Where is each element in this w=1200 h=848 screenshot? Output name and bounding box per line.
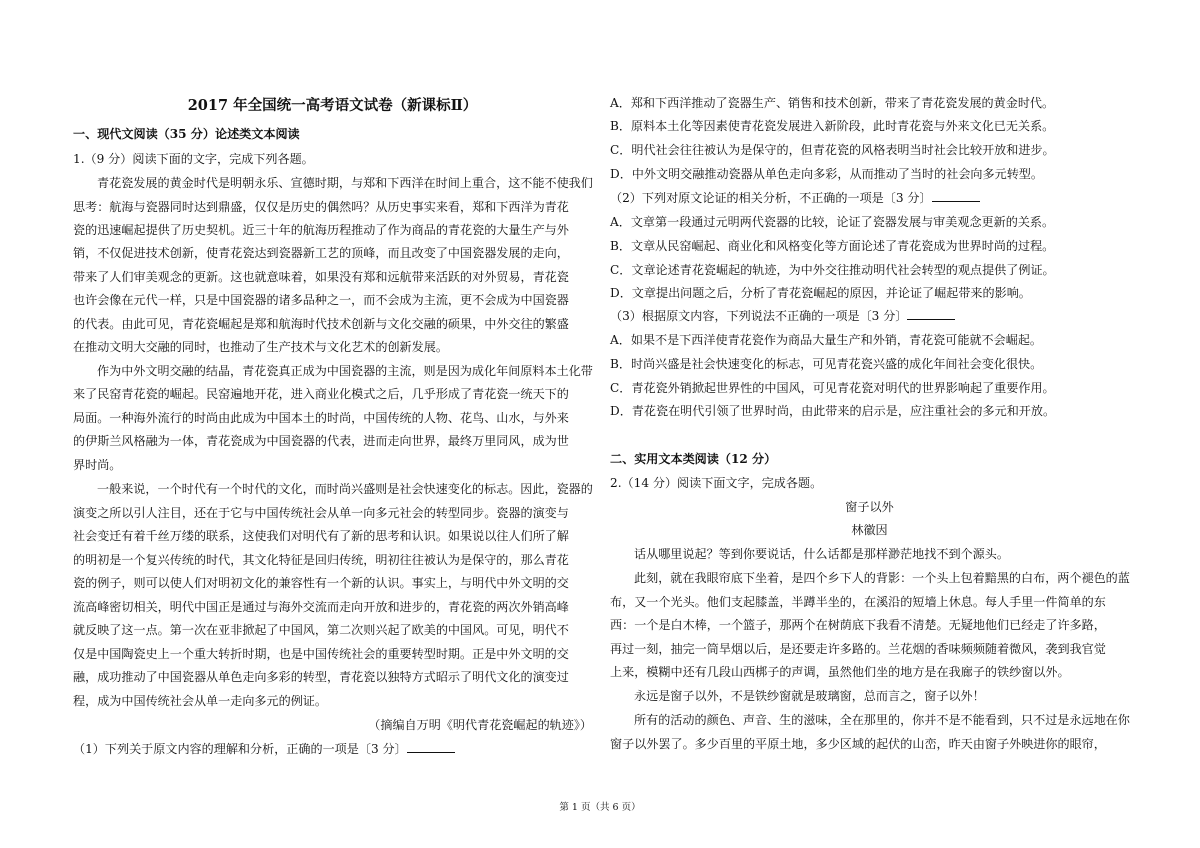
section1-heading: 一、现代文阅读（35 分）论述类文本阅读 (73, 127, 300, 141)
passage-source: （摘编自万明《明代青花瓷崛起的轨迹》） (368, 718, 592, 732)
question-1-1 (73, 741, 455, 757)
essay-line: 西：一个是白木棒，一个篮子，那两个在树荫底下我看不清楚。无疑地他们已经走了许多路， (610, 618, 1106, 632)
option-1-2-d: D．文章提出问题之后，分析了青花瓷崛起的原因，并论证了崛起带来的影响。 (610, 286, 1031, 300)
passage-line: 的伊斯兰风格融为一体，青花瓷成为中国瓷器的代表，进而走向世界，最终万里同风，成为世 (73, 434, 569, 448)
passage-line: 作为中外文明交融的结晶，青花瓷真正成为中国瓷器的主流，则是因为成化年间原料本土化带 (97, 364, 593, 378)
essay-line: 上来，模糊中还有几段山西梆子的声调，虽然他们坐的地方是在我廊子的铁纱窗以外。 (610, 665, 1070, 679)
essay-line: 窗子以外罢了。多少百里的平原土地，多少区域的起伏的山峦，昨天由窗子外映进你的眼帘， (610, 737, 1106, 751)
passage-line: 社会变迁有着千丝万缕的联系，这使我们对明代有了新的思考和认识。如果说以往人们所了解 (73, 529, 569, 543)
passage-line: 在推动文明大交融的同时，也推动了生产技术与文化艺术的创新发展。 (73, 340, 448, 354)
passage-line: 销，不仅促进技术创新，使青花瓷达到瓷器新工艺的顶峰，而且改变了中国瓷器发展的走向， (73, 246, 569, 260)
option-1-3-c: C．青花瓷外销掀起世界性的中国风，可见青花瓷对明代的世界影响起了重要作用。 (610, 381, 1055, 395)
essay-line: 所有的活动的颜色、声音、生的滋味，全在那里的，你并不是不能看到，只不过是永远地在你 (634, 713, 1130, 727)
option-1-1-c: C．明代社会往往被认为是保守的，但青花瓷的风格表明当时社会比较开放和进步。 (610, 143, 1055, 157)
page-footer: 第 1 页（共 6 页） (559, 802, 641, 813)
question-1-2-text: （2）下列对原文论证的相关分析，不正确的一项是〔3 分〕 (610, 191, 932, 205)
option-1-2-a: A．文章第一段通过元明两代瓷器的比较，论证了瓷器发展与审美观念更新的关系。 (610, 215, 1055, 229)
passage-line: 局面。一种海外流行的时尚由此成为中国本土的时尚，中国传统的人物、花鸟、山水，与外来 (73, 411, 569, 425)
passage-line: 就反映了这一点。第一次在亚非掀起了中国风，第二次则兴起了欧美的中国风。可见，明代不 (73, 623, 569, 637)
passage-line: 瓷的迅速崛起提供了历史契机。近三十年的航海历程推动了作为商品的青花瓷的大量生产与外 (73, 223, 569, 237)
passage-line: 界时尚。 (73, 458, 122, 472)
answer-blank[interactable] (932, 191, 980, 202)
passage-line: 青花瓷发展的黄金时代是明朝永乐、宣德时期，与郑和下西洋在时间上重合，这不能不使我们 (97, 176, 593, 190)
answer-blank[interactable] (907, 309, 955, 320)
essay-line: 话从哪里说起？等到你要说话，什么话都是那样渺茫地找不到个源头。 (634, 547, 1009, 561)
question-1-2 (610, 190, 980, 206)
essay-line: 再过一刻，抽完一筒旱烟以后，是还要走许多路的。兰花烟的香味频频随着微风，袭到我官觉 (610, 642, 1106, 656)
essay-line: 此刻，就在我眼帘底下坐着，是四个乡下人的背影：一个头上包着黯黑的白布，两个褪色的蓝 (634, 571, 1130, 585)
question-1-3-text: （3）根据原文内容，下列说法不正确的一项是〔3 分〕 (610, 309, 908, 323)
option-1-2-b: B．文章从民窑崛起、商业化和风格变化等方面论述了青花瓷成为世界时尚的过程。 (610, 239, 1055, 253)
essay-line: 布，又一个光头。他们支起膝盖，半蹲半坐的，在溪沿的短墙上休息。每人手里一件简单的东 (610, 595, 1106, 609)
option-1-2-c: C．文章论述青花瓷崛起的轨迹，为中外交往推动明代社会转型的观点提供了例证。 (610, 263, 1055, 277)
option-1-3-d: D．青花瓷在明代引领了世界时尚，由此带来的启示是，应注重社会的多元和开放。 (610, 404, 1056, 418)
question-1-1-text: （1）下列关于原文内容的理解和分析，正确的一项是〔3 分〕 (73, 742, 407, 756)
passage-line: 思考：航海与瓷器同时达到鼎盛，仅仅是历史的偶然吗？从历史事实来看，郑和下西洋为青花 (73, 200, 569, 214)
passage-line: 的明初是一个复兴传统的时代，其文化特征是回归传统，明初往往被认为是保守的，那么青花 (73, 553, 569, 567)
option-1-1-d: D．中外文明交融推动瓷器从单色走向多彩，从而推动了当时的社会向多元转型。 (610, 167, 1043, 181)
essay-title: 窗子以外 (845, 500, 894, 514)
q2-intro: 2.（14 分）阅读下面文字，完成各题。 (610, 476, 823, 490)
passage-line: 演变之所以引人注目，还在于它与中国传统社会从单一向多元社会的转型同步。瓷器的演变与 (73, 506, 569, 520)
q1-intro: 1.（9 分）阅读下面的文字，完成下列各题。 (73, 152, 314, 166)
option-1-1-a: A．郑和下西洋推动了瓷器生产、销售和技术创新，带来了青花瓷发展的黄金时代。 (610, 96, 1055, 110)
option-1-3-b: B．时尚兴盛是社会快速变化的标志，可见青花瓷兴盛的成化年间社会变化很快。 (610, 357, 1043, 371)
passage-line: 的代表。由此可见，青花瓷崛起是郑和航海时代技术创新与文化交融的硕果，中外交往的繁盛 (73, 317, 569, 331)
page-title: 2017 年全国统一高考语文试卷（新课标Ⅱ） (187, 97, 478, 114)
answer-blank[interactable] (407, 742, 455, 753)
question-1-3 (610, 308, 955, 324)
option-1-3-a: A．如果不是下西洋使青花瓷作为商品大量生产和外销，青花瓷可能就不会崛起。 (610, 333, 1043, 347)
passage-line: 一般来说，一个时代有一个时代的文化，而时尚兴盛则是社会快速变化的标志。因此，瓷器的 (97, 482, 593, 496)
essay-line: 永远是窗子以外，不是铁纱窗就是玻璃窗，总而言之，窗子以外！ (634, 689, 985, 703)
section2-heading: 二、实用文本类阅读（12 分） (610, 452, 777, 466)
option-1-1-b: B．原料本土化等因素使青花瓷发展进入新阶段，此时青花瓷与外来文化已无关系。 (610, 119, 1055, 133)
essay-author: 林徽因 (851, 523, 888, 537)
passage-line: 也许会像在元代一样，只是中国瓷器的诸多品种之一，而不会成为主流，更不会成为中国瓷器 (73, 293, 569, 307)
passage-line: 融，成功推动了中国瓷器从单色走向多彩的转型，青花瓷以独特方式昭示了明代文化的演变过 (73, 670, 569, 684)
passage-line: 流高峰密切相关，明代中国正是通过与海外交流而走向开放和进步的，青花瓷的两次外销高峰 (73, 600, 569, 614)
passage-line: 带来了人们审美观念的更新。这也就意味着，如果没有郑和远航带来活跃的对外贸易，青花瓷 (73, 270, 569, 284)
passage-line: 程，成为中国传统社会从单一走向多元的例证。 (73, 694, 327, 708)
passage-line: 瓷的例子，则可以使人们对明初文化的兼容性有一个新的认识。事实上，与明代中外文明的交 (73, 576, 569, 590)
passage-line: 仅是中国陶瓷史上一个重大转折时期，也是中国传统社会的重要转型时期。正是中外文明的交 (73, 647, 569, 661)
passage-line: 来了民窑青花瓷的崛起。民窑遍地开花，进入商业化模式之后，几乎形成了青花瓷一统天下的 (73, 387, 569, 401)
